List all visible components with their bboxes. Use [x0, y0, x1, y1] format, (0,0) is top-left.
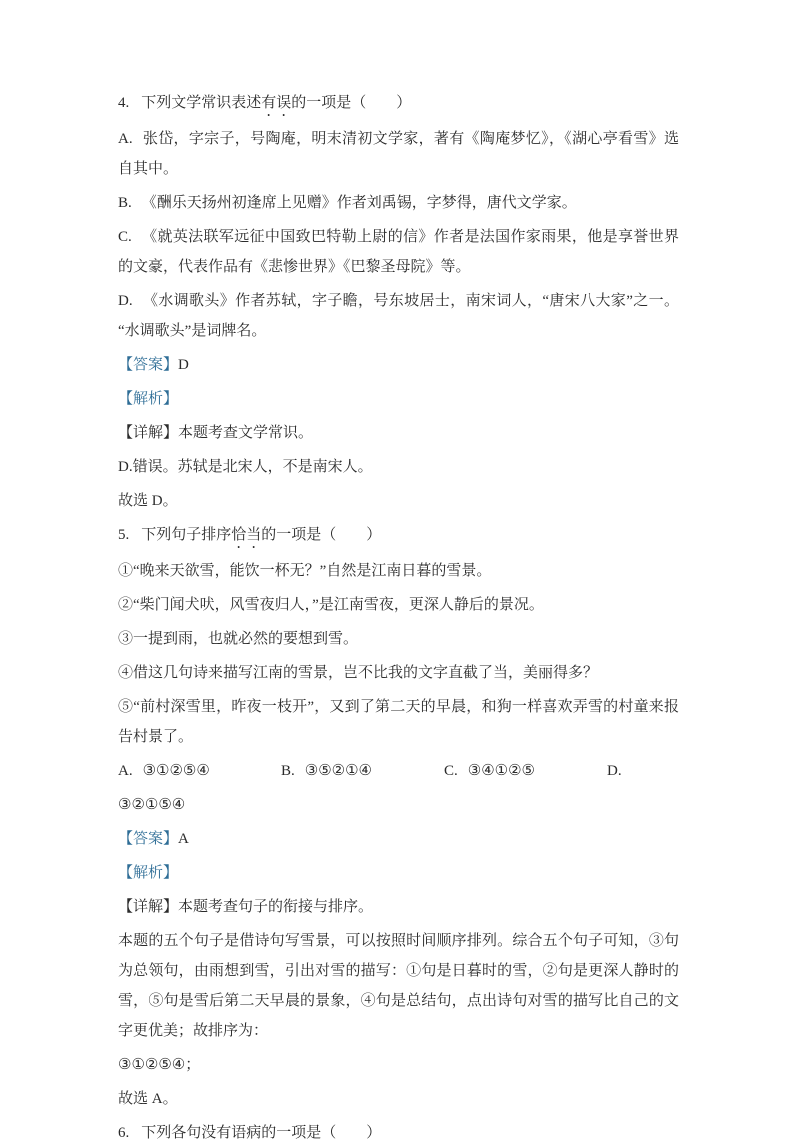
option-c-label: C. [444, 763, 458, 779]
option-b [281, 756, 444, 786]
question-5-number: 5. [118, 527, 130, 543]
question-4-option-c [118, 222, 679, 282]
question-5 [118, 520, 679, 1114]
option-b-label: B. [281, 763, 295, 779]
question-5-detail-line [118, 892, 679, 922]
question-4-stem [118, 88, 679, 120]
option-d-label: D. [118, 293, 133, 309]
question-4-conclusion: 故选 D。 [118, 493, 178, 509]
question-4-detail-line [118, 418, 679, 448]
question-4-stem-suffix: 的一项是（ ） [291, 95, 412, 111]
question-5-options [118, 756, 679, 786]
option-d-label: D. [607, 763, 622, 779]
question-4-option-d [118, 286, 679, 346]
detail-label: 【详解】 [118, 899, 179, 915]
question-5-analysis-line [118, 858, 679, 888]
question-5-option-d-value: ③②①⑤④ [118, 797, 186, 813]
question-5-sentence-4: ④借这几句诗来描写江南的雪景，岂不比我的文字直截了当，美丽得多？ [118, 665, 599, 681]
question-5-stem-suffix: 的一项是（ ） [261, 527, 382, 543]
option-a-label: A. [118, 763, 133, 779]
question-5-explanation: 本题的五个句子是借诗句写雪景，可以按照时间顺序排列。综合五个句子可知，③句为总领句，由雨想到雪，引出对雪的描写：①句是日暮时的雪，②句是更深人静时的雪，⑤句是雪后第二天早晨的景象，④句是总结句，点出诗句对雪的描写比自己的文字更优美；故排序为： [118, 933, 679, 1039]
analysis-label: 【解析】 [118, 865, 179, 881]
option-a-value: ③①②⑤④ [142, 763, 210, 779]
question-4-answer-line [118, 350, 679, 380]
question-4-analysis-line [118, 384, 679, 414]
question-6 [118, 1118, 679, 1148]
question-5-stem-emphasis: 恰当 [231, 527, 262, 543]
question-6-stem [118, 1118, 679, 1148]
question-5-conclusion: 故选 A。 [118, 1091, 178, 1107]
option-a-text: 张岱，字宗子，号陶庵，明末清初文学家，著有《陶庵梦忆》，《湖心亭看雪》选自其中。 [118, 131, 679, 177]
detail-text: 本题考查文学常识。 [178, 425, 314, 441]
question-5-sentence-2: ②“柴门闻犬吠，风雪夜归人，”是江南雪夜，更深人静后的景况。 [118, 597, 544, 613]
question-4-option-b [118, 188, 679, 218]
option-b-text: 《酬乐天扬州初逢席上见赠》作者刘禹锡，字梦得，唐代文学家。 [141, 195, 577, 211]
question-5-answer-line [118, 824, 679, 854]
detail-label: 【详解】 [118, 425, 179, 441]
option-a [118, 756, 281, 786]
question-5-stem [118, 520, 679, 552]
answer-value: A [178, 831, 189, 847]
analysis-label: 【解析】 [118, 391, 179, 407]
question-4 [118, 88, 679, 516]
option-c-value: ③④①②⑤ [467, 763, 536, 779]
question-4-detail-explanation: D.错误。苏轼是北宋人，不是南宋人。 [118, 459, 373, 475]
question-5-explanation-order: ③①②⑤④； [118, 1057, 201, 1073]
option-b-label: B. [118, 195, 132, 211]
option-c-text: 《就英法联军远征中国致巴特勒上尉的信》作者是法国作家雨果，他是享誉世界的文豪，代表作品有《悲惨世界》《巴黎圣母院》等。 [118, 229, 679, 275]
option-b-value: ③⑤②①④ [304, 763, 373, 779]
answer-label: 【答案】 [118, 831, 179, 847]
option-d-text: 《水调歌头》作者苏轼，字子瞻，号东坡居士，南宋词人，“唐宋八大家”之一。“水调歌头”是词牌名。 [118, 293, 679, 339]
question-4-stem-emphasis: 有误 [261, 95, 292, 111]
answer-value: D [178, 357, 189, 373]
question-4-option-a [118, 124, 679, 184]
question-5-stem-prefix: 下列句子排序 [141, 527, 232, 543]
question-6-stem-text: 下列各句没有语病的一项是（ ） [141, 1125, 382, 1141]
detail-text: 本题考查句子的衔接与排序。 [178, 899, 374, 915]
option-c-label: C. [118, 229, 132, 245]
question-5-sentence-3: ③一提到雨，也就必然的要想到雪。 [118, 631, 359, 647]
question-4-stem-prefix: 下列文学常识表述 [141, 95, 262, 111]
question-5-sentence-5: ⑤“前村深雪里，昨夜一枝开”，又到了第二天的早晨，和狗一样喜欢弄雪的村童来报告村景了。 [118, 699, 679, 745]
question-4-number: 4. [118, 95, 130, 111]
option-c [444, 756, 607, 786]
question-5-sentence-1: ①“晚来天欲雪，能饮一杯无？”自然是江南日暮的雪景。 [118, 563, 492, 579]
option-a-label: A. [118, 131, 133, 147]
question-6-number: 6. [118, 1125, 130, 1141]
answer-label: 【答案】 [118, 357, 179, 373]
